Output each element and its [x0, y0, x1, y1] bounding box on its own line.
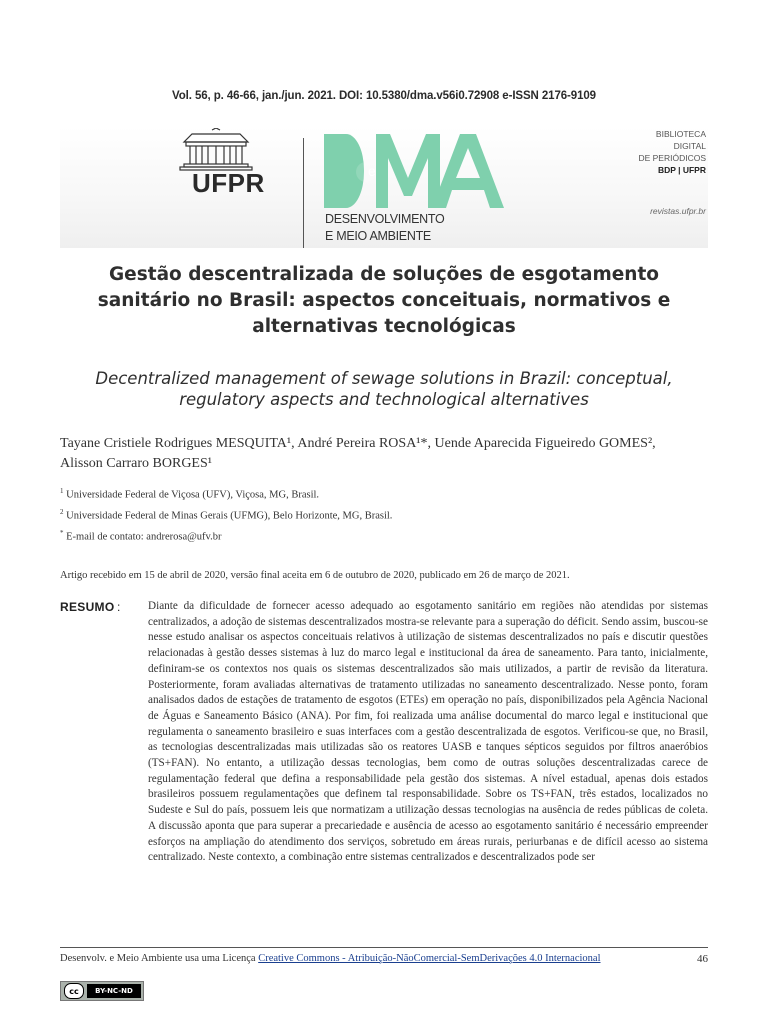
authors-line-1: Tayane Cristiele Rodrigues MESQUITA¹, André Pereira ROSA¹*, Uende Aparecida Figueiredo GOMES²,: [60, 436, 656, 451]
affiliation-1: [60, 487, 319, 501]
title-english: [60, 368, 708, 410]
dma-journal-logo: [320, 130, 510, 214]
page-number: 46: [697, 953, 708, 965]
affiliation-text: E-mail de contato: andrerosa@ufv.br: [66, 531, 222, 543]
affiliation-text: Universidade Federal de Viçosa (UFV), Viçosa, MG, Brasil.: [66, 489, 320, 501]
cc-badge-text: BY-NC-ND: [87, 984, 141, 998]
license-prefix: Desenvolv. e Meio Ambiente usa uma Licença: [60, 953, 259, 964]
library-line-2: DIGITAL: [673, 141, 706, 151]
library-line-3: DE PERIÓDICOS: [638, 153, 706, 163]
license-notice: [60, 953, 601, 964]
title-en-line-2: regulatory aspects and technological alternatives: [179, 390, 589, 409]
affiliation-mark: 1: [60, 487, 64, 495]
abstract-body: Diante da dificuldade de fornecer acesso adequado ao esgotamento sanitário em regiões não atendidas por sistemas centralizados, a adoção de sistemas descentralizados mostra-se relevante para a superação do déficit. Sendo assim, buscou-se nesse estudo analisar os aspectos conceituais relativos à utilização de sistemas descentralizados no país e discutir questões relacionadas à gestão desses sistemas à luz do marco legal e institucional da área de saneamento. Para tanto, inicialmente, definiram-se os contextos nos quais os sistemas descentralizados são mais utilizados, a partir de revisão da literatura. Posteriormente, foram avaliadas alternativas de tratamento utilizadas no saneamento descentralizado. Nesse ponto, foram analisados dados de estações de tratamento de esgotos (ETEs) em operação no país, disponibilizados pela Agência Nacional de Águas e Saneamento Básico (ANA). Por fim, foi realizada uma análise documental do marco legal e institucional que regulamenta o saneamento brasileiro e suas interfaces com a gestão descentralizada de esgotos. Verificou-se que, no Brasil, as tecnologias descentralizadas mais utilizadas são os reatores UASB e tanques sépticos seguidos por filtros anaeróbios (TS+FAN). No entanto, a utilização dessas tecnologias, bem como de outras soluções descentralizadas carece de regulamentação federal que defina a responsabilidade pela gestão dos sistemas. A nível estadual, apenas dois estados brasileiros possuem regulamentações que definem tal responsabilidade. Sobre os TS+FAN, três estados, localizados no Sudeste e Sul do país, possuem leis que normatizam a utilização dessas tecnologias na ausência de redes públicas de coleta. A discussão aponta que para superar a precariedade e ausência de acesso ao esgotamento sanitário é necessário empreender esforços na ampliação do atendimento dos serviços, sobretudo em áreas rurais, periurbanas e de difícil acesso ao sistema centralizado. Neste contexto, a combinação entre sistemas centralizados e descentralizados pode ser: [148, 600, 708, 864]
title-en-line-1: Decentralized management of sewage solutions in Brazil: conceptual,: [95, 369, 673, 388]
title-portuguese: [60, 262, 708, 340]
affiliation-mark: *: [60, 529, 64, 537]
title-pt-line-1: Gestão descentralizada de soluções de esgotamento: [108, 264, 659, 285]
abstract-colon: :: [117, 600, 121, 614]
title-pt-line-3: alternativas tecnológicas: [252, 316, 516, 337]
dma-logo-e: e: [368, 163, 376, 179]
library-line-4: BDP | UFPR: [657, 165, 706, 175]
abstract-label: RESUMO: [60, 600, 115, 614]
authors-line-2: Alisson Carraro BORGES¹: [60, 456, 212, 471]
library-line-1: BIBLIOTECA: [655, 129, 706, 139]
publication-dates: Artigo recebido em 15 de abril de 2020, versão final aceita em 6 de outubro de 2020, publicado em 26 de março de 2021.: [60, 570, 570, 581]
license-link[interactable]: Creative Commons - Atribuição-NãoComercial-SemDerivações 4.0 Internacional: [258, 953, 601, 964]
journal-subtitle-line2: E MEIO AMBIENTE: [325, 229, 431, 243]
banner-divider: [303, 138, 304, 248]
footer-divider: [60, 947, 708, 948]
journal-subtitle-line1: DESENVOLVIMENTO: [325, 212, 445, 226]
library-info: [638, 128, 706, 176]
journal-website[interactable]: revistas.ufpr.br: [650, 206, 706, 216]
ufpr-wordmark: UFPR: [192, 168, 265, 198]
affiliation-mark: 2: [60, 508, 64, 516]
cc-license-badge[interactable]: [60, 981, 144, 1001]
citation-header: Vol. 56, p. 46-66, jan./jun. 2021. DOI: 10.5380/dma.v56i0.72908 e-ISSN 2176-9109: [172, 90, 596, 102]
title-pt-line-2: sanitário no Brasil: aspectos conceituais, normativos e: [97, 290, 671, 311]
cc-icon: cc: [64, 983, 84, 999]
affiliation-text: Universidade Federal de Minas Gerais (UFMG), Belo Horizonte, MG, Brasil.: [66, 510, 393, 522]
affiliation-2: [60, 508, 392, 522]
contact-email: [60, 529, 221, 543]
author-list: [60, 434, 710, 474]
